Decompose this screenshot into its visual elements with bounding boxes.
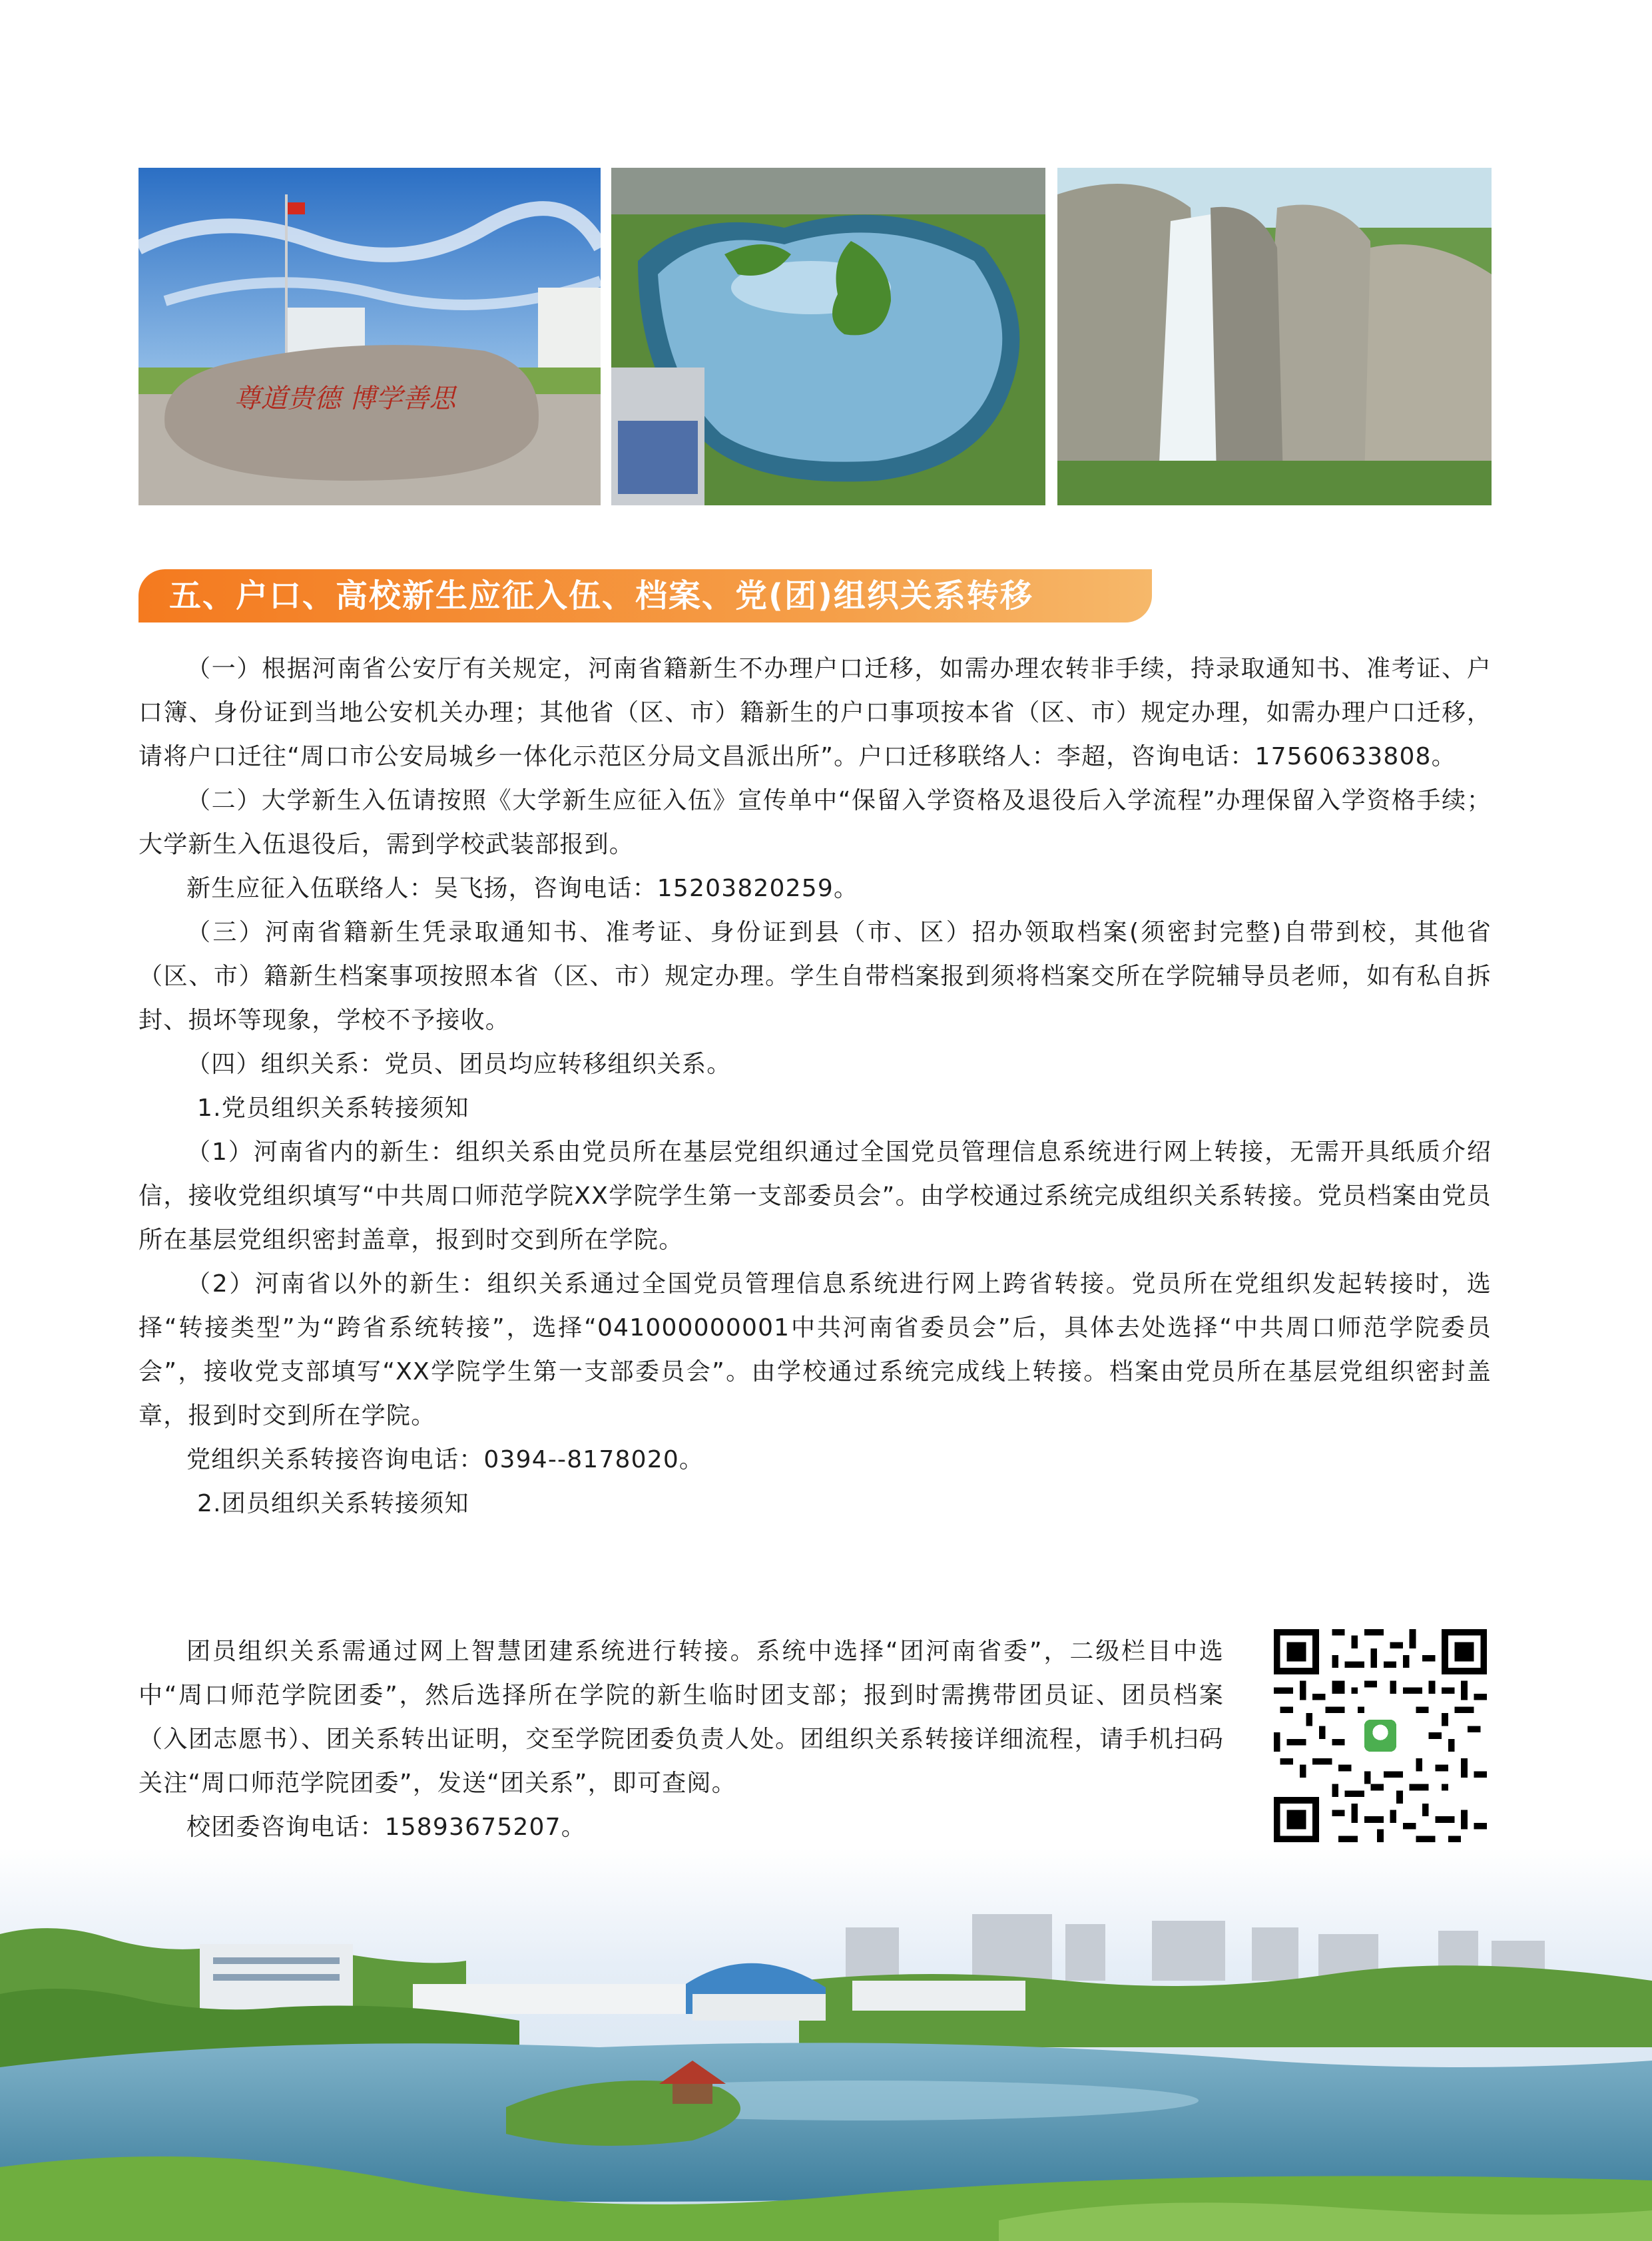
section-title: 五、户口、高校新生应征入伍、档案、党(团)组织关系转移 [169,577,1033,615]
heading-league-transfer: 2.团员组织关系转接须知 [197,1490,469,1517]
paragraph-party-in-province: （1）河南省内的新生：组织关系由党员所在基层党组织通过全国党员管理信息系统进行网上转接，无需开具纸质介绍信，接收党组织填写“中共周口师范学院XX学院学生第一支部委员会”。由学校通过系统完成组织关系转接。党员档案由党员所在基层党组织密封盖章，报到时交到所在学院。 [138,1138,1492,1254]
paragraph-enlistment-contact: 新生应征入伍联络人：吴飞扬，咨询电话：15203820259。 [186,875,859,902]
waterfall-rockery-photo [1057,168,1492,505]
paragraph-organization: （四）组织关系：党员、团员均应转移组织关系。 [186,1051,732,1078]
section-content [138,647,1492,1526]
paragraph-archives: （三）河南省籍新生凭录取通知书、准考证、身份证到县（市、区）招办领取档案(须密封完整)自带到校，其他省（区、市）籍新生档案事项按照本省（区、市）规定办理。学生自带档案报到须将档案交所在学院辅导员老师，如有私自拆封、损坏等现象，学校不予接收。 [138,919,1492,1034]
paragraph-enlistment: （二）大学新生入伍请按照《大学新生应征入伍》宣传单中“保留入学资格及退役后入学流程”办理保留入学资格手续；大学新生入伍退役后，需到学校武装部报到。 [138,787,1492,858]
heading-party-transfer: 1.党员组织关系转接须知 [197,1095,469,1122]
paragraph-league-transfer: 团员组织关系需通过网上智慧团建系统进行转接。系统中选择“团河南省委”，二级栏目中选中“周口师范学院团委”，然后选择所在学院的新生临时团支部；报到时需携带团员证、团员档案（入团志愿书）、团关系转出证明，交至学院团委负责人处。团组织关系转接详细流程，请手机扫码关注“周口师范学院团委”，发送“团关系”，即可查阅。 [138,1638,1224,1797]
stone-inscription: 尊道贵德 博学善思 [234,383,456,414]
section-title-banner [138,569,1152,622]
campus-stone-photo [138,168,601,505]
campus-lake-aerial-photo [611,168,1045,505]
paragraph-party-out-province: （2）河南省以外的新生：组织关系通过全国党员管理信息系统进行网上跨省转接。党员所在党组织发起转接时，选择“转接类型”为“跨省系统转接”，选择“041000000001中共河南省委员会”后，具体去处选择“中共周口师范学院委员会”，接收党支部填写“XX学院学生第一支部委员会”。由学校通过系统完成线上转接。档案由党员所在基层党组织密封盖章，报到时交到所在学院。 [138,1270,1492,1429]
league-transfer-block [138,1630,1224,1850]
paragraph-party-contact: 党组织关系转接咨询电话：0394--8178020。 [186,1446,704,1473]
paragraph-league-contact: 校团委咨询电话：15893675207。 [186,1814,586,1841]
paragraph-hukou: （一）根据河南省公安厅有关规定，河南省籍新生不办理户口迁移，如需办理农转非手续，持录取通知书、准考证、户口簿、身份证到当地公安机关办理；其他省（区、市）籍新生的户口事项按本省（区、市）规定办理，如需办理户口迁移，请将户口迁往“周口市公安局城乡一体化示范区分局文昌派出所”。户口迁移联络人：李超，咨询电话：17560633808。 [138,655,1492,770]
qr-code-image [1274,1629,1487,1842]
campus-panorama-photo [0,1848,1652,2241]
